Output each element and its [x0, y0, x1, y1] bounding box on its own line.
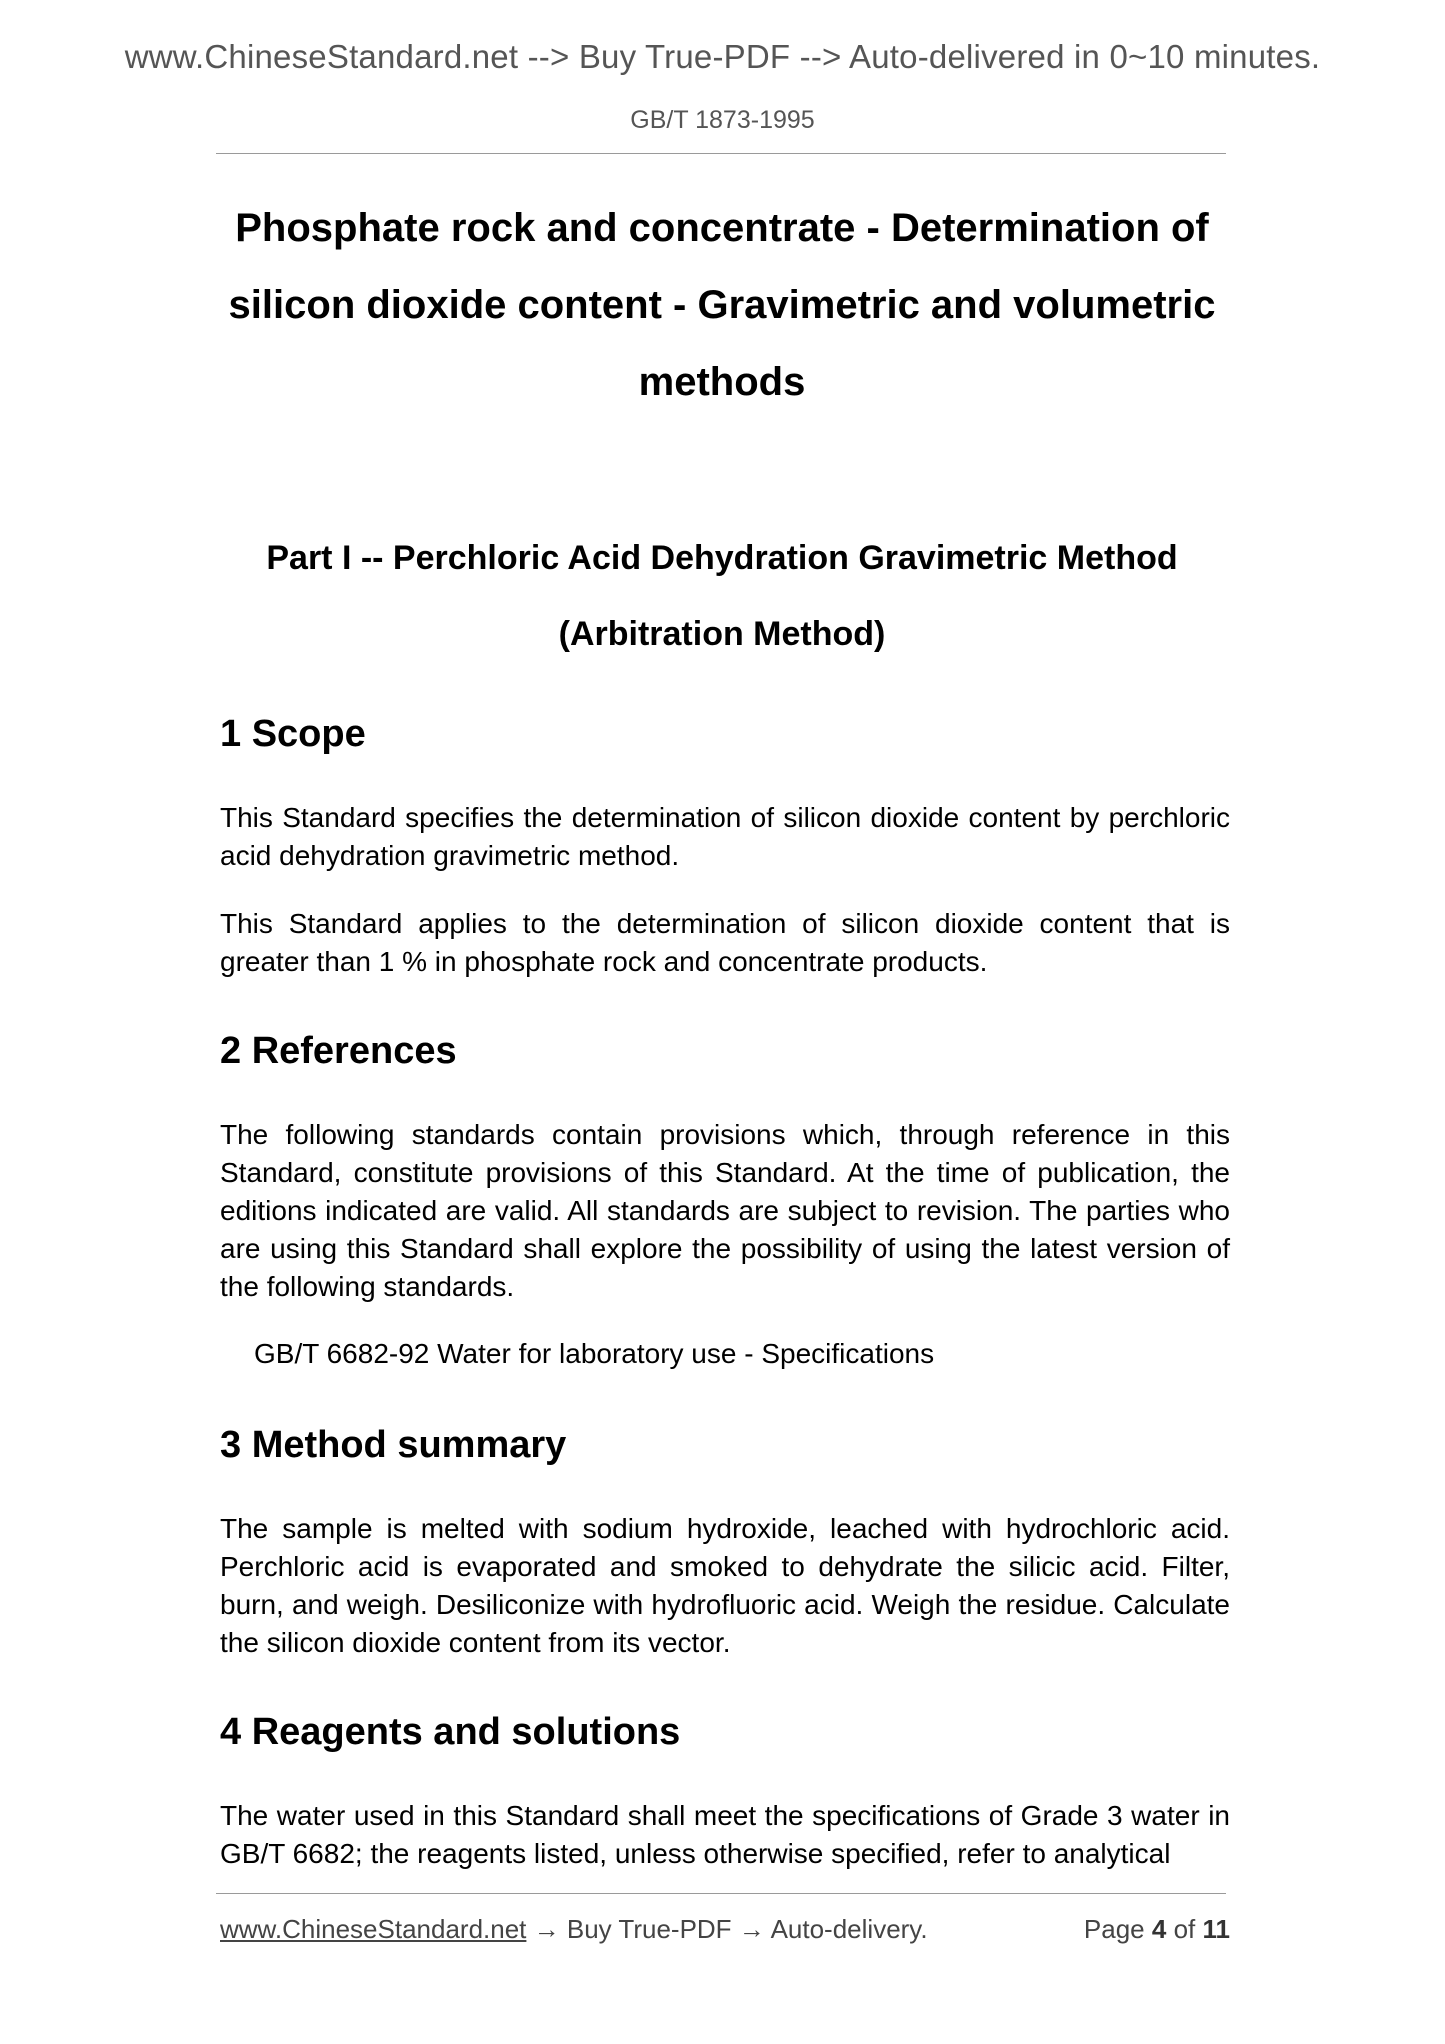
site-banner: www.ChineseStandard.net --> Buy True-PDF --> Auto-delivered in 0~10 minutes.	[124, 38, 1321, 75]
footer-divider	[216, 1893, 1226, 1894]
section-heading-reagents: 4 Reagents and solutions	[220, 1711, 681, 1753]
page-label: Page	[1083, 1914, 1145, 1944]
reagents-paragraph: The water used in this Standard shall meet the specifications of Grade 3 water in GB/T 6682; the reagents listed, unless otherwise specified, refer to analytical	[220, 1800, 1230, 1869]
document-title	[216, 190, 1228, 421]
page-footer	[220, 1914, 1230, 1945]
title-line-1: Phosphate rock and concentrate - Determination of	[235, 206, 1209, 250]
reference-item: GB/T 6682-92 Water for laboratory use - Specifications	[254, 1338, 935, 1369]
scope-paragraph-1: This Standard specifies the determination of silicon dioxide content by perchloric acid dehydration gravimetric method.	[220, 802, 1230, 871]
section-heading-references: 2 References	[220, 1030, 457, 1072]
part-title-line-1: Part I -- Perchloric Acid Dehydration Gravimetric Method	[266, 539, 1178, 577]
header-divider	[216, 153, 1226, 154]
section-heading-scope: 1 Scope	[220, 713, 366, 755]
document-number: GB/T 1873-1995	[630, 106, 815, 134]
page-of-label: of	[1173, 1914, 1196, 1944]
scope-paragraph-2: This Standard applies to the determination of silicon dioxide content that is greater than 1 % in phosphate rock and concentrate products.	[220, 908, 1230, 977]
footer-site-link[interactable]: www.ChineseStandard.net	[220, 1914, 527, 1944]
section-heading-method-summary: 3 Method summary	[220, 1424, 567, 1466]
title-line-3: methods	[638, 360, 806, 404]
title-line-2: silicon dioxide content - Gravimetric and volumetric	[228, 283, 1216, 327]
part-title-line-2: (Arbitration Method)	[558, 615, 886, 653]
page-total: 11	[1202, 1914, 1230, 1944]
page-indicator	[1084, 1914, 1230, 1945]
references-paragraph: The following standards contain provisions which, through reference in this Standard, constitute provisions of this Standard. At the time of publication, the editions indicated are valid. All standards are subject to revision. The parties who are using this Standard shall explore the possibility of using the latest version of the following standards.	[220, 1119, 1230, 1302]
page-current: 4	[1151, 1914, 1167, 1944]
method-summary-paragraph: The sample is melted with sodium hydroxide, leached with hydrochloric acid. Perchloric acid is evaporated and smoked to dehydrate the silicic acid. Filter, burn, and weigh. Desiliconize with hydrofluoric acid. Weigh the residue. Calculate the silicon dioxide content from its vector.	[220, 1513, 1230, 1658]
part-title	[216, 520, 1228, 672]
footer-tagline: → Buy True-PDF → Auto-delivery.	[526, 1914, 928, 1944]
